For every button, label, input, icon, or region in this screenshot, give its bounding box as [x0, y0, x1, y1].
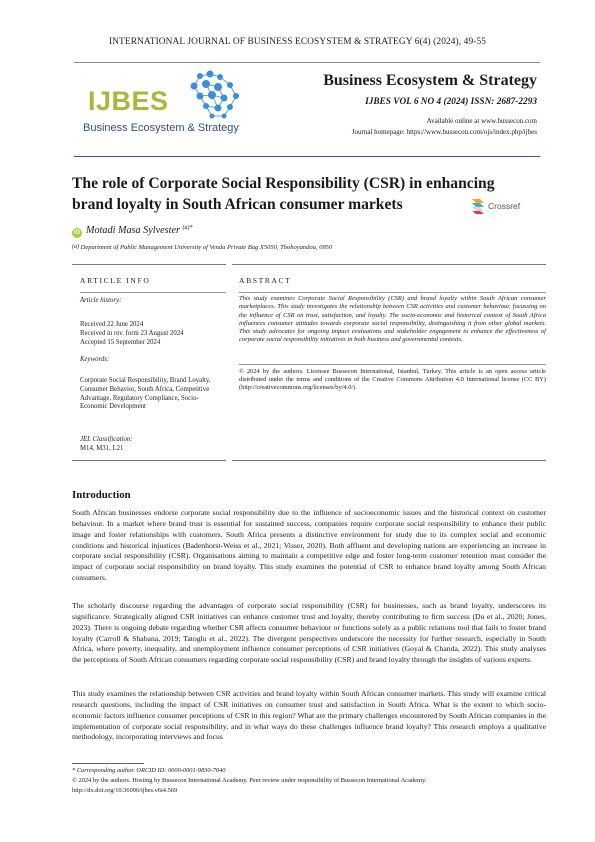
journal-logo: [82, 68, 272, 138]
article-info-heading: ARTICLE INFO: [80, 276, 151, 285]
running-header: INTERNATIONAL JOURNAL OF BUSINESS ECOSYSTEM & STRATEGY 6(4) (2024), 49-55: [108, 37, 487, 47]
paragraph-text: The scholarly discourse regarding the advantages of corporate social responsibility (CSR) for businesses, such as brand loyalty, underscores its significance. Strategically aligned CSR initiatives can enhance customer trust and loyalty, thereby contributing to firm success (Du et al., 2020; Jones, 2023). There is ongoing debate regarding whether CSR affects consumer behaviour or functions solely as a public relations tool that fails to foster brand loyalty (Carroll & Shabana, 2019; Tatoglu et al., 2022). The divergent perspectives underscore the necessity for further research, especially in South Africa, where poverty, inequality, and unemployment influence consumer perceptions of CSR initiatives (Goyal & Chanda, 2022). This study analyses the perceptions of South African consumers regarding corporate social responsibility (CSR) and brand loyalty through the insights of various experts.: [72, 601, 546, 665]
intro-paragraph-1: [72, 508, 546, 584]
keywords-label: Keywords:: [80, 356, 110, 363]
jel-label: JEL Classification:: [80, 436, 133, 443]
footnote-divider: [72, 763, 144, 764]
orcid-icon[interactable]: iD: [74, 230, 80, 236]
article-info-rule: [80, 292, 226, 293]
intro-paragraph-2: [72, 601, 546, 666]
affiliation-text: Department of Public Management University of Venda Private Bag X5050, Thohoyandou, 0950: [80, 244, 333, 251]
author-superscript: (a)*: [182, 225, 193, 231]
abstract-text: This study examines Corporate Social Responsibility (CSR) and brand loyalty within South African consumer marketplaces. This study investigates the relationship between CSR activities and customer behaviour, focussing on the influence of CSR on trust, satisfaction, and loyalty. The socio-economic and historical context of South Africa influences consumer attitudes towards corporate social responsibility, distinguishing it from other global markets. This study advocates for ongoing impact evaluations and stakeholder engagement to enhance the effectiveness of corporate social responsibility initiatives in both business and governmental contexts.: [239, 295, 546, 344]
history-label: Article history:: [80, 297, 122, 304]
history-dates: [80, 321, 230, 347]
revised-date: Received in rev. form 23 August 2024: [80, 329, 184, 337]
article-info-top-rule: [72, 264, 226, 265]
author-name: Motadi Masa Sylvester: [86, 225, 180, 236]
header-divider: [74, 62, 540, 63]
paragraph-text: This study examines the relationship between CSR activities and brand loyalty within South African consumer markets. This study will examine critical research questions, including the impact of CSR initiatives on consumer trust and satisfaction in South Africa. What is the extent to which socio-economic factors influence consumer perceptions of CSR in this region? What are the primary challenges encountered by South African companies in the implementation of corporate social responsibility, and in what ways do these challenges influence brand loyalty? This research employs a qualitative methodology, incorporating interviews and focus: [72, 689, 546, 742]
license-rule: [239, 364, 546, 365]
received-date: Received 22 June 2024: [80, 321, 144, 328]
accepted-date: Accepted 15 September 2024: [80, 338, 161, 346]
doi-link[interactable]: http://dx.doi.org/10.36096/ijbes.v6i4.569: [72, 787, 178, 794]
journal-homepage[interactable]: Journal homepage: https://www.bussecon.com/ojs/index.php/ijbes: [351, 128, 537, 136]
author-line: [72, 225, 192, 238]
abstract-bottom-rule: [232, 460, 546, 461]
availability-note: Available online at www.bussecon.com: [426, 117, 537, 125]
article-title: The role of Corporate Social Responsibility (CSR) in enhancing brand loyalty in South African consumer markets: [72, 175, 495, 213]
affiliation-superscript: (a): [72, 244, 79, 250]
logo-acronym: IJBES: [88, 86, 169, 116]
corresponding-author-note: * Corresponding author. ORCID ID: 0000-0001-9830-7040: [72, 767, 226, 774]
abstract-heading: ABSTRACT: [239, 276, 292, 285]
license-text: © 2024 by the authors. Licensee Bussecon International, Istanbul, Turkey. This article is an open access article distributed under the terms and conditions of the Creative Commons Attribution 4.0 International license (CC BY) (http://creativecommons.org/licenses/by/4.0/).: [239, 368, 546, 392]
journal-name: Business Ecosystem & Strategy: [323, 72, 537, 89]
crossref-icon: [470, 197, 486, 215]
crossref-badge[interactable]: [470, 196, 536, 218]
jel-codes: M14, M31, L21: [80, 445, 124, 452]
intro-paragraph-3: [72, 689, 546, 743]
abstract-top-rule: [232, 264, 546, 265]
affiliation: [72, 244, 332, 251]
journal-volume: IJBES VOL 6 NO 4 (2024) ISSN: 2687-2293: [365, 97, 537, 107]
hosting-note: © 2024 by the authors. Hosting by Bussecon International Academy. Peer review under responsibility of Bussecon International Academy.: [72, 777, 427, 784]
crossref-label: Crossref: [488, 201, 521, 211]
article-info-bottom-rule: [72, 460, 226, 461]
abstract-rule: [239, 292, 546, 293]
paragraph-text: South African businesses endorse corporate social responsibility due to the influence of socioeconomic issues and the historical context on customer behaviour. In a market where brand trust is essential for sustained success, companies require corporate social responsibility to enhance their public image and foster relationships with customers. South Africa presents a distinctive environment for study due to its complex social and economic conditions and historical injustices (Badenhorst-Weiss et al., 2021; Visser, 2020). Both affluent and developing nations are experiencing an increase in corporate social responsibility (CSR). Organisations aiming to maintain a competitive edge and foster long-term customer retention must consider the impact of corporate social responsibility on brand loyalty. This study examines the potential of CSR to enhance brand loyalty among South African consumers.: [72, 508, 546, 583]
keywords-list: Corporate Social Responsibility, Brand Loyalty, Consumer Behavior, South Africa, Competitive Advantage, Regulatory Compliance, Socio-Economic Development: [80, 377, 211, 411]
header-accent-divider: [74, 156, 540, 157]
logo-subtitle: Business Ecosystem & Strategy: [83, 122, 239, 134]
section-heading-introduction: Introduction: [72, 489, 131, 501]
